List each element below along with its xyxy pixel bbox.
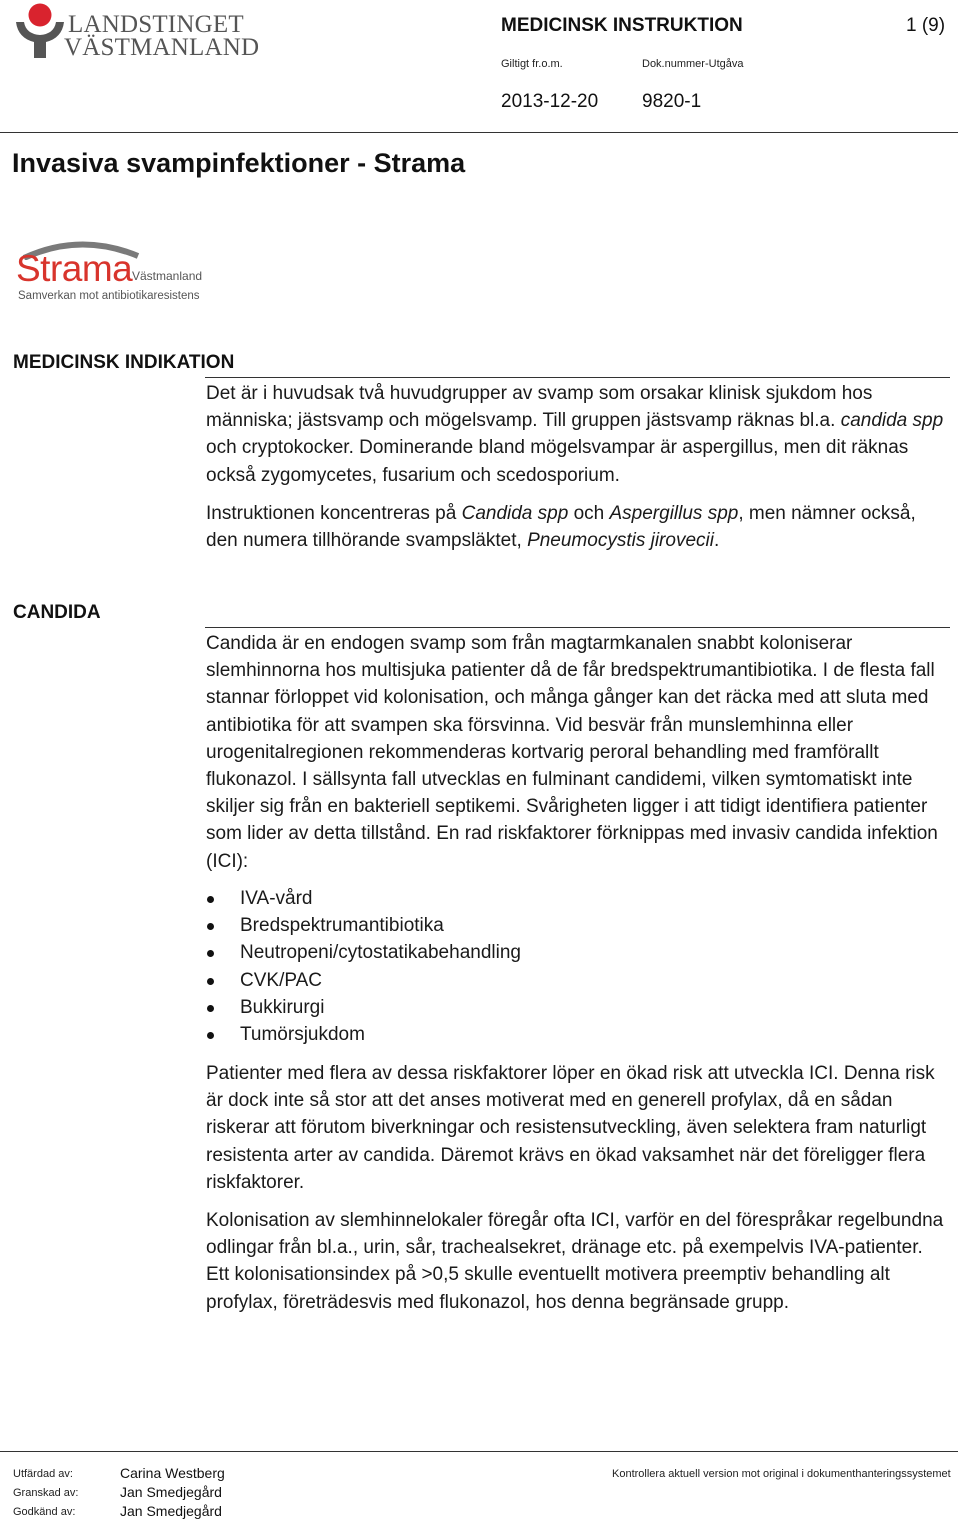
section-divider [205,377,950,378]
italic-term: Aspergillus spp [609,503,739,524]
approved-by-label: Godkänd av: [13,1506,76,1518]
candida-paragraph-2: Patienter med flera av dessa riskfaktorer löper en ökad risk att utveckla ICI. Denna risk är dock inte så stor att det anses motiverat med en generell profylax, då en sådan riskerar att förutom biverkningar och resistensutveckling, även selektera fram naturligt resistenta arter av candida. Däremot krävs en ökad vaksamhet när det föreligger flera riskfaktorer. [206,1063,935,1193]
landstinget-logo [12,2,260,61]
list-item: Bredspektrumantibiotika [206,912,521,939]
footer-divider [0,1451,958,1452]
text-run: , men nämner också, den numera tillhörande svampsläktet, [206,503,916,552]
italic-term: candida spp [840,410,944,432]
list-item: Bukkirurgi [206,994,521,1021]
italic-term: Candida spp [461,503,569,524]
strama-tagline: Samverkan mot antibiotikaresistens [18,290,200,302]
document-type: MEDICINSK INSTRUKTION [501,15,743,36]
header-divider [0,132,958,133]
org-name-line1: LANDSTINGET [68,11,244,38]
reviewed-by-label: Granskad av: [13,1487,79,1499]
risk-factor-list [206,885,521,1048]
strama-region: Västmanland [132,269,203,283]
reviewed-by-name: Jan Smedjegård [120,1484,222,1500]
section-divider [205,627,950,628]
issued-by-name: Carina Westberg [120,1465,225,1481]
text-run: . [713,530,720,552]
candida-paragraph-1: Candida är en endogen svamp som från magtarmkanalen snabbt koloniserar slemhinnorna hos multisjuka patienter då de får bredspektrumantibiotika. I de flesta fall stannar förloppet vid kolonisation, och många gånger kan det räcka med att sluta med antibiotika för att svampen ska försvinna. Vid besvär från munslemhinna eller urogenitalregionen rekommenderas kortvarig peroral behandling med framförallt flukonazol. I sällsynta fall utvecklas en fulminant candidemi, vilken symtomatiskt inte skiljer sig från en bakteriell septikemi. Svårigheten ligger i att tidigt identifiera patienter som lider av detta tillstånd. En rad riskfaktorer förknippas med invasiv candida infektion (ICI): [206,633,938,872]
page-number: 1 (9) [906,15,946,36]
doc-number-label: Dok.nummer-Utgåva [642,58,744,70]
section-heading-indikation: MEDICINSK INDIKATION [13,352,235,373]
approved-by-name: Jan Smedjegård [120,1503,222,1519]
strama-logo [14,238,204,308]
text-run: och [568,503,610,524]
list-item: IVA-vård [206,885,521,912]
indikation-paragraph-2 [206,500,950,554]
list-item: Tumörsjukdom [206,1021,521,1048]
org-name-line2: VÄSTMANLAND [64,34,260,61]
valid-from-value: 2013-12-20 [501,91,599,112]
section-heading-candida: CANDIDA [13,602,101,623]
text-run: Det är i huvudsak två huvudgrupper av svamp som orsakar klinisk sjukdom hos människa; jästsvamp och mögelsvamp. Till gruppen jästsvamp räknas bl.a. [206,383,873,432]
candida-paragraph-3: Kolonisation av slemhinnelokaler föregår ofta ICI, varför en del förespråkar regelbundna odlingar från bl.a., urin, sår, trachealsekret, dränage etc. på exempelvis IVA-patienter. Ett kolonisationsindex på >0,5 skulle eventuellt motivera preemptiv behandling alt profylax, företrädesvis med flukonazol, hos denna begränsade grupp. [206,1210,944,1313]
doc-number-value: 9820-1 [642,91,702,112]
list-item: CVK/PAC [206,967,521,994]
valid-from-label: Giltigt fr.o.m. [501,58,563,70]
italic-term: Pneumocystis jirovecii [527,530,714,552]
strama-wordmark: Strama [16,248,133,289]
list-item: Neutropeni/cytostatikabehandling [206,939,521,966]
text-run: Instruktionen koncentreras på [206,503,462,524]
issued-by-label: Utfärdad av: [13,1468,73,1480]
text-run: och cryptokocker. Dominerande bland mögelsvampar är aspergillus, men dit räknas också zygomycetes, fusarium och scedosporium. [206,437,909,486]
version-control-note: Kontrollera aktuell version mot original i dokumenthanteringssystemet [612,1468,951,1480]
indikation-paragraph-1 [206,380,950,489]
page-title: Invasiva svampinfektioner - Strama [12,148,466,178]
